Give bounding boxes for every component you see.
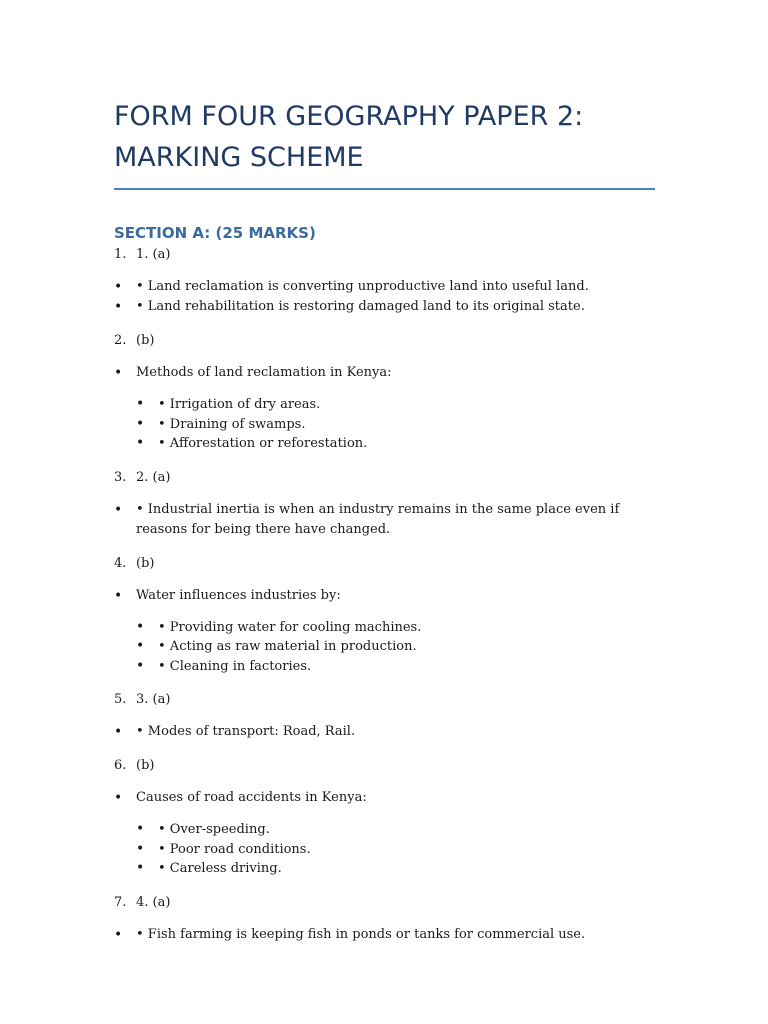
numbered-item [114, 690, 655, 709]
bullet-icon: • [136, 860, 145, 876]
bullet-icon: • [114, 279, 123, 295]
section-heading: SECTION A: (25 MARKS) [114, 224, 316, 242]
item-number: 4. [114, 555, 127, 571]
list-item: • • Cleaning in factories. [114, 657, 655, 677]
list-item: • Water influences industries by: [114, 587, 341, 604]
bullet-list [114, 925, 655, 945]
bullet-icon: • [136, 638, 145, 654]
numbered-item [114, 245, 655, 264]
item-number: 3. [114, 469, 127, 485]
bullet-icon: • [136, 435, 145, 451]
bullet-list [114, 363, 655, 383]
item-label: 2. (a) [136, 469, 171, 485]
item-number: 1. [114, 247, 127, 262]
bullet-icon: • [114, 790, 123, 806]
sub-bullet-list [114, 820, 655, 879]
item-number: 5. [114, 692, 127, 707]
list-item: • • Fish farming is keeping fish in ponds or tanks for commercial use. [114, 926, 586, 943]
list-item: • • Draining of swamps. [114, 415, 655, 435]
list-item: • • Irrigation of dry areas. [114, 395, 655, 415]
bullet-icon: • [136, 657, 145, 674]
item-number: 2. [114, 333, 127, 348]
numbered-item [114, 756, 655, 775]
bullet-icon: • [114, 501, 123, 518]
list-item: • • Modes of transport: Road, Rail. [114, 724, 356, 740]
item-label: 4. (a) [136, 894, 171, 910]
item-label: 1. (a) [136, 247, 171, 262]
numbered-item [114, 331, 655, 350]
bullet-icon: • [136, 618, 145, 635]
list-item: • • Providing water for cooling machines. [114, 618, 655, 638]
item-list [114, 245, 655, 945]
numbered-item [114, 554, 655, 573]
bullet-icon: • [136, 396, 145, 412]
sub-bullet-list [114, 618, 655, 677]
bullet-icon: • [114, 926, 123, 943]
list-item: • • Acting as raw material in production. [114, 637, 655, 657]
list-item: • • Afforestation or reforestation. [114, 434, 655, 454]
sub-bullet-list [114, 395, 655, 454]
bullet-icon: • [114, 724, 123, 740]
item-label: 3. (a) [136, 692, 171, 707]
item-number: 6. [114, 758, 127, 773]
bullet-list [114, 788, 655, 808]
item-label: (b) [136, 555, 155, 571]
list-item: • • Careless driving. [114, 859, 655, 879]
bullet-list [114, 277, 655, 317]
list-item: • Causes of road accidents in Kenya: [114, 790, 367, 806]
bullet-list [114, 586, 655, 606]
numbered-item [114, 893, 655, 912]
bullet-list [114, 500, 655, 540]
bullet-icon: • [136, 415, 145, 432]
bullet-icon: • [114, 365, 123, 381]
bullet-list [114, 722, 655, 742]
title-divider [114, 188, 655, 190]
document-page [114, 96, 655, 945]
item-label: (b) [136, 758, 155, 773]
list-item: • • Land reclamation is converting unproductive land into useful land. [114, 279, 589, 295]
bullet-icon: • [136, 840, 145, 857]
numbered-item [114, 468, 655, 487]
bullet-icon: • [136, 821, 145, 837]
item-number: 7. [114, 894, 127, 910]
list-item: • • Industrial inertia is when an industry remains in the same place even if reasons for being there have changed. [114, 501, 620, 537]
bullet-icon: • [114, 299, 123, 315]
list-item: • • Land rehabilitation is restoring damaged land to its original state. [114, 299, 585, 315]
document-title: FORM FOUR GEOGRAPHY PAPER 2: MARKING SCHEME [114, 101, 584, 173]
item-label: (b) [136, 333, 155, 348]
bullet-icon: • [114, 587, 123, 604]
list-item: • • Over-speeding. [114, 820, 655, 840]
list-item: • Methods of land reclamation in Kenya: [114, 365, 392, 381]
list-item: • • Poor road conditions. [114, 840, 655, 860]
